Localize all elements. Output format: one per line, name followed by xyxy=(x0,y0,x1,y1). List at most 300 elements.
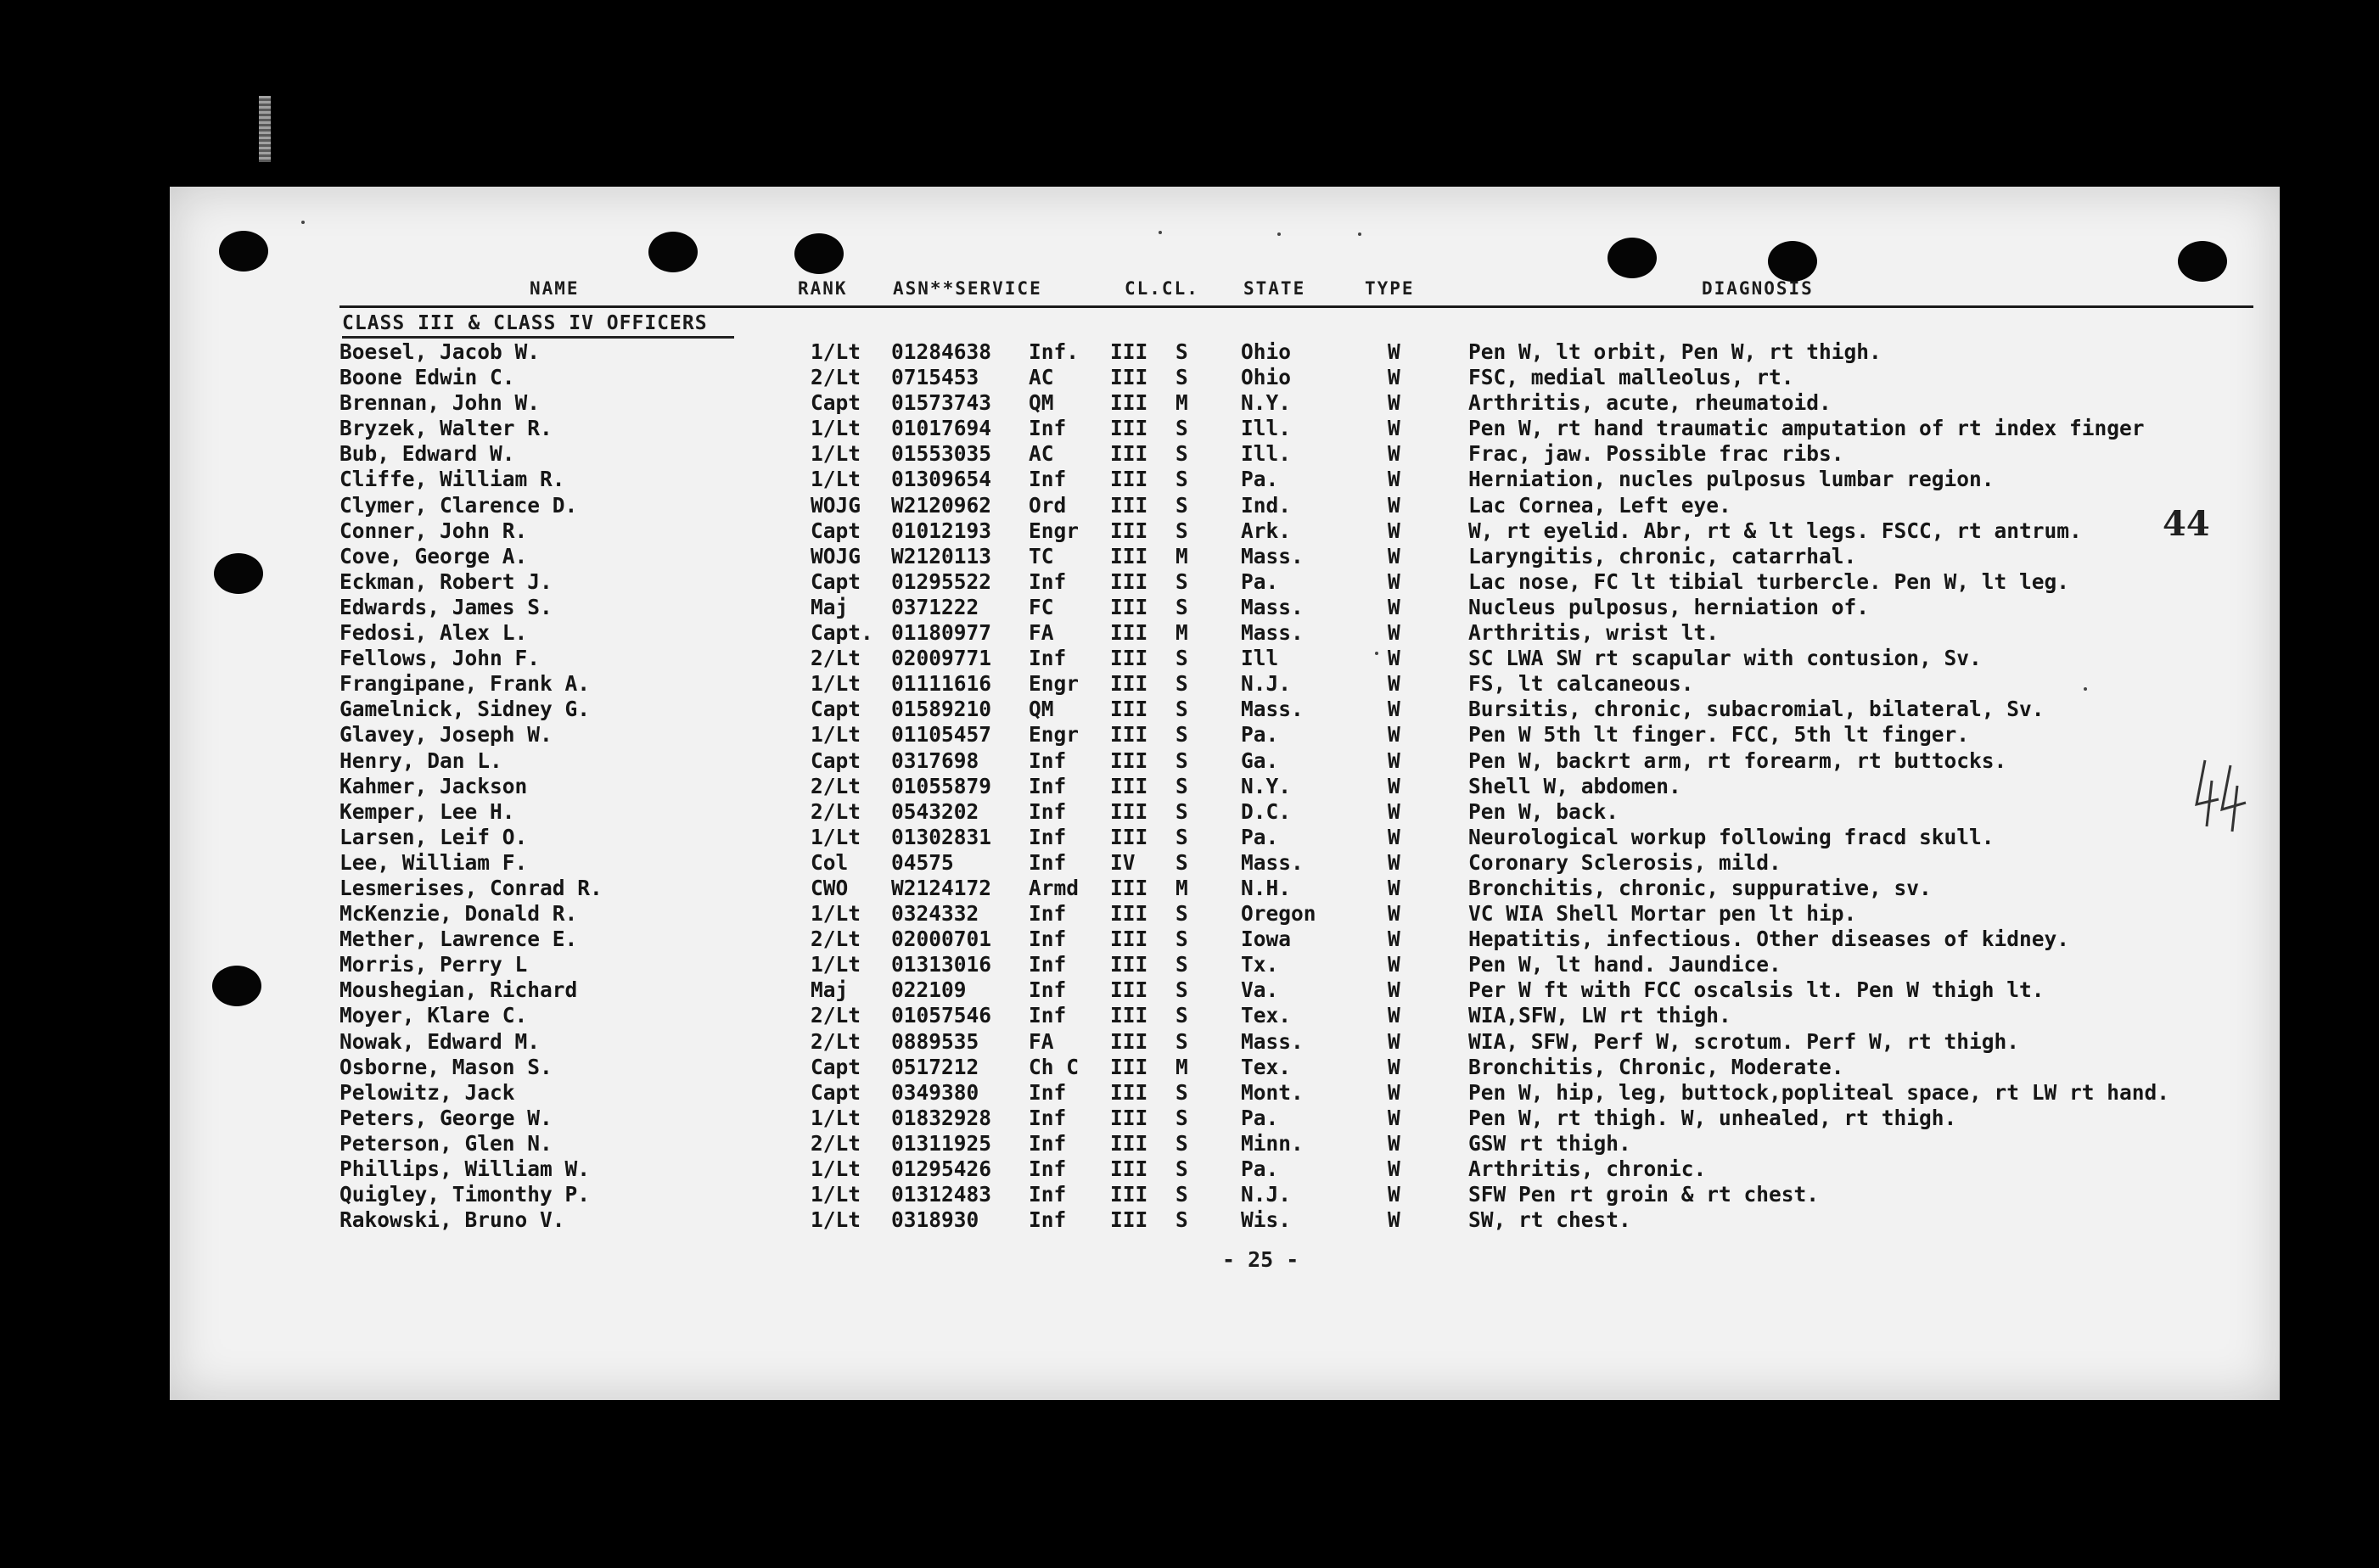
officer-type: W xyxy=(1388,1054,1400,1079)
officer-asn: 0889535 xyxy=(891,1028,979,1054)
officer-class: III xyxy=(1110,390,1148,416)
officer-name: Phillips, William W. xyxy=(339,1156,591,1181)
officer-name: Henry, Dan L. xyxy=(339,748,502,773)
table-row xyxy=(170,774,2280,799)
officer-table xyxy=(170,339,2280,1233)
officer-asn: W2120962 xyxy=(891,492,992,518)
officer-rank: 1/Lt xyxy=(811,1182,861,1207)
officer-name: Gamelnick, Sidney G. xyxy=(339,697,591,722)
officer-class: III xyxy=(1110,927,1148,952)
table-row xyxy=(170,671,2280,697)
officer-class-code: S xyxy=(1175,952,1188,977)
officer-diagnosis: Bronchitis, Chronic, Moderate. xyxy=(1468,1054,1844,1079)
officer-rank: Capt xyxy=(811,748,861,773)
officer-state: Mont. xyxy=(1241,1079,1304,1105)
officer-type: W xyxy=(1388,441,1400,467)
officer-diagnosis: Herniation, nucles pulposus lumbar region. xyxy=(1468,467,1995,492)
officer-service: Engr xyxy=(1029,722,1080,748)
punch-hole xyxy=(1768,241,1817,282)
table-row xyxy=(170,441,2280,467)
officer-class: III xyxy=(1110,339,1148,364)
officer-state: Wis. xyxy=(1241,1207,1292,1233)
officer-class: III xyxy=(1110,441,1148,467)
officer-name: Rakowski, Bruno V. xyxy=(339,1207,565,1233)
table-row xyxy=(170,646,2280,671)
table-row xyxy=(170,595,2280,620)
officer-diagnosis: Nucleus pulposus, herniation of. xyxy=(1468,594,1870,619)
officer-state: Pa. xyxy=(1241,1156,1279,1181)
officer-class-code: S xyxy=(1175,927,1188,952)
officer-service: TC xyxy=(1029,543,1054,568)
officer-type: W xyxy=(1388,748,1400,773)
officer-class-code: M xyxy=(1175,543,1188,568)
officer-class-code: S xyxy=(1175,492,1188,518)
officer-service: Inf xyxy=(1029,1003,1067,1028)
officer-state: Tex. xyxy=(1241,1054,1292,1079)
officer-type: W xyxy=(1388,1105,1400,1130)
document-sheet xyxy=(170,187,2280,1400)
officer-diagnosis: VC WIA Shell Mortar pen lt hip. xyxy=(1468,901,1857,927)
officer-state: Ill xyxy=(1241,646,1279,671)
officer-service: FA xyxy=(1029,620,1054,646)
officer-class: III xyxy=(1110,1054,1148,1079)
officer-class-code: S xyxy=(1175,849,1188,875)
officer-rank: 1/Lt xyxy=(811,952,861,977)
officer-state: Mass. xyxy=(1241,594,1304,619)
officer-class: III xyxy=(1110,901,1148,927)
officer-rank: 2/Lt xyxy=(811,773,861,798)
officer-rank: Capt xyxy=(811,1054,861,1079)
officer-service: Inf xyxy=(1029,646,1067,671)
officer-name: Mether, Lawrence E. xyxy=(339,927,578,952)
officer-class-code: S xyxy=(1175,441,1188,467)
officer-rank: 2/Lt xyxy=(811,646,861,671)
officer-asn: 01312483 xyxy=(891,1182,992,1207)
officer-diagnosis: Neurological workup following fracd skull. xyxy=(1468,824,1995,849)
officer-type: W xyxy=(1388,568,1400,594)
officer-asn: 01302831 xyxy=(891,824,992,849)
officer-type: W xyxy=(1388,1003,1400,1028)
officer-name: Clymer, Clarence D. xyxy=(339,492,578,518)
officer-class-code: S xyxy=(1175,1156,1188,1181)
table-row xyxy=(170,952,2280,977)
officer-state: Va. xyxy=(1241,977,1279,1003)
officer-service: QM xyxy=(1029,697,1054,722)
officer-class: III xyxy=(1110,824,1148,849)
officer-asn: 02000701 xyxy=(891,927,992,952)
officer-class-code: S xyxy=(1175,416,1188,441)
header-asn-service: ASN**SERVICE xyxy=(893,278,1042,299)
officer-diagnosis: FS, lt calcaneous. xyxy=(1468,671,1694,697)
officer-state: Ill. xyxy=(1241,441,1292,467)
officer-service: Inf xyxy=(1029,952,1067,977)
officer-type: W xyxy=(1388,594,1400,619)
officer-state: Pa. xyxy=(1241,568,1279,594)
officer-name: Glavey, Joseph W. xyxy=(339,722,553,748)
officer-diagnosis: SW, rt chest. xyxy=(1468,1207,1631,1233)
officer-name: Brennan, John W. xyxy=(339,390,541,416)
table-row xyxy=(170,1080,2280,1106)
officer-class-code: S xyxy=(1175,671,1188,697)
officer-class-code: M xyxy=(1175,620,1188,646)
officer-diagnosis: WIA,SFW, LW rt thigh. xyxy=(1468,1003,1731,1028)
table-row xyxy=(170,977,2280,1003)
officer-service: Inf xyxy=(1029,977,1067,1003)
officer-name: Lee, William F. xyxy=(339,849,528,875)
table-row xyxy=(170,544,2280,569)
officer-service: Inf xyxy=(1029,901,1067,927)
officer-rank: 2/Lt xyxy=(811,1028,861,1054)
officer-asn: 01309654 xyxy=(891,467,992,492)
officer-class-code: S xyxy=(1175,748,1188,773)
officer-diagnosis: Pen W, hip, leg, buttock,popliteal space, rt LW rt hand. xyxy=(1468,1079,2170,1105)
officer-asn: 0715453 xyxy=(891,365,979,390)
officer-class-code: S xyxy=(1175,1105,1188,1130)
officer-state: Mass. xyxy=(1241,543,1304,568)
officer-rank: 1/Lt xyxy=(811,824,861,849)
officer-type: W xyxy=(1388,365,1400,390)
officer-asn: 0371222 xyxy=(891,594,979,619)
officer-class-code: S xyxy=(1175,1003,1188,1028)
officer-asn: 01295522 xyxy=(891,568,992,594)
officer-rank: 1/Lt xyxy=(811,722,861,748)
officer-diagnosis: Pen W 5th lt finger. FCC, 5th lt finger. xyxy=(1468,722,1970,748)
officer-service: QM xyxy=(1029,390,1054,416)
officer-diagnosis: Laryngitis, chronic, catarrhal. xyxy=(1468,543,1857,568)
table-row xyxy=(170,518,2280,544)
officer-rank: 2/Lt xyxy=(811,798,861,824)
table-row xyxy=(170,876,2280,901)
officer-class-code: S xyxy=(1175,568,1188,594)
officer-class: IV xyxy=(1110,849,1136,875)
header-diagnosis: DIAGNOSIS xyxy=(1702,278,1814,299)
officer-class: III xyxy=(1110,1207,1148,1233)
punch-hole xyxy=(2178,241,2227,282)
officer-class-code: S xyxy=(1175,697,1188,722)
table-row xyxy=(170,697,2280,722)
officer-class: III xyxy=(1110,1003,1148,1028)
officer-state: N.Y. xyxy=(1241,773,1292,798)
officer-state: Mass. xyxy=(1241,620,1304,646)
officer-type: W xyxy=(1388,952,1400,977)
officer-rank: 1/Lt xyxy=(811,1105,861,1130)
officer-asn: 0543202 xyxy=(891,798,979,824)
officer-service: Inf xyxy=(1029,416,1067,441)
officer-class-code: S xyxy=(1175,773,1188,798)
officer-rank: 1/Lt xyxy=(811,467,861,492)
officer-asn: 0317698 xyxy=(891,748,979,773)
officer-asn: 01017694 xyxy=(891,416,992,441)
officer-type: W xyxy=(1388,492,1400,518)
table-row xyxy=(170,467,2280,492)
officer-type: W xyxy=(1388,875,1400,900)
officer-rank: Capt xyxy=(811,390,861,416)
officer-service: Inf xyxy=(1029,1130,1067,1156)
officer-state: Pa. xyxy=(1241,1105,1279,1130)
officer-class: III xyxy=(1110,952,1148,977)
officer-diagnosis: Lac nose, FC lt tibial turbercle. Pen W, lt leg. xyxy=(1468,568,2070,594)
officer-diagnosis: Pen W, rt hand traumatic amputation of rt index finger xyxy=(1468,416,2145,441)
table-row xyxy=(170,339,2280,365)
officer-asn: 01832928 xyxy=(891,1105,992,1130)
officer-state: Pa. xyxy=(1241,467,1279,492)
officer-rank: 1/Lt xyxy=(811,1156,861,1181)
officer-asn: W2124172 xyxy=(891,875,992,900)
officer-name: Morris, Perry L xyxy=(339,952,528,977)
table-row xyxy=(170,390,2280,416)
officer-service: FA xyxy=(1029,1028,1054,1054)
header-rank: RANK xyxy=(798,278,848,299)
officer-type: W xyxy=(1388,543,1400,568)
table-row xyxy=(170,901,2280,927)
officer-name: Lesmerises, Conrad R. xyxy=(339,875,603,900)
officer-class-code: S xyxy=(1175,1079,1188,1105)
officer-class-code: S xyxy=(1175,798,1188,824)
officer-rank: Capt. xyxy=(811,620,873,646)
officer-class: III xyxy=(1110,646,1148,671)
officer-service: Armd xyxy=(1029,875,1080,900)
officer-rank: 2/Lt xyxy=(811,365,861,390)
officer-service: Inf. xyxy=(1029,339,1080,364)
officer-state: N.Y. xyxy=(1241,390,1292,416)
officer-service: Inf xyxy=(1029,1105,1067,1130)
officer-rank: 1/Lt xyxy=(811,416,861,441)
officer-name: Edwards, James S. xyxy=(339,594,553,619)
officer-name: Kahmer, Jackson xyxy=(339,773,528,798)
officer-class-code: S xyxy=(1175,1182,1188,1207)
officer-rank: Capt xyxy=(811,518,861,543)
officer-rank: Capt xyxy=(811,697,861,722)
officer-class: III xyxy=(1110,1028,1148,1054)
officer-asn: 01573743 xyxy=(891,390,992,416)
officer-name: Boesel, Jacob W. xyxy=(339,339,541,364)
officer-asn: 01180977 xyxy=(891,620,992,646)
officer-diagnosis: Coronary Sclerosis, mild. xyxy=(1468,849,1781,875)
officer-state: Ark. xyxy=(1241,518,1292,543)
officer-name: Fedosi, Alex L. xyxy=(339,620,528,646)
table-row xyxy=(170,722,2280,748)
officer-service: Inf xyxy=(1029,1079,1067,1105)
officer-type: W xyxy=(1388,518,1400,543)
officer-type: W xyxy=(1388,849,1400,875)
paper-speck xyxy=(1277,232,1281,236)
officer-rank: 2/Lt xyxy=(811,927,861,952)
officer-asn: 01284638 xyxy=(891,339,992,364)
table-row xyxy=(170,620,2280,646)
table-row xyxy=(170,748,2280,774)
officer-name: Peters, George W. xyxy=(339,1105,553,1130)
officer-rank: Col xyxy=(811,849,849,875)
officer-name: Osborne, Mason S. xyxy=(339,1054,553,1079)
table-row xyxy=(170,927,2280,952)
officer-class: III xyxy=(1110,722,1148,748)
paper-speck xyxy=(301,221,305,224)
officer-service: Inf xyxy=(1029,1156,1067,1181)
punch-hole xyxy=(1608,238,1657,278)
officer-type: W xyxy=(1388,646,1400,671)
officer-name: Kemper, Lee H. xyxy=(339,798,515,824)
officer-rank: 2/Lt xyxy=(811,1003,861,1028)
table-row xyxy=(170,1055,2280,1080)
page-number-stamp: 44 xyxy=(2163,504,2210,544)
officer-class: III xyxy=(1110,875,1148,900)
officer-state: N.H. xyxy=(1241,875,1292,900)
officer-rank: WOJG xyxy=(811,543,861,568)
officer-asn: 01012193 xyxy=(891,518,992,543)
officer-diagnosis: Hepatitis, infectious. Other diseases of kidney. xyxy=(1468,927,2070,952)
officer-asn: 0324332 xyxy=(891,901,979,927)
officer-class: III xyxy=(1110,620,1148,646)
table-row xyxy=(170,850,2280,876)
officer-name: Moushegian, Richard xyxy=(339,977,578,1003)
officer-class-code: S xyxy=(1175,339,1188,364)
officer-diagnosis: Per W ft with FCC oscalsis lt. Pen W thigh lt. xyxy=(1468,977,2045,1003)
officer-asn: 01105457 xyxy=(891,722,992,748)
officer-class: III xyxy=(1110,798,1148,824)
officer-state: Mass. xyxy=(1241,697,1304,722)
officer-type: W xyxy=(1388,722,1400,748)
officer-type: W xyxy=(1388,416,1400,441)
officer-service: Inf xyxy=(1029,568,1067,594)
officer-type: W xyxy=(1388,339,1400,364)
officer-name: Fellows, John F. xyxy=(339,646,541,671)
officer-class-code: M xyxy=(1175,875,1188,900)
handwritten-page-mark xyxy=(2193,757,2253,833)
officer-type: W xyxy=(1388,927,1400,952)
officer-state: N.J. xyxy=(1241,1182,1292,1207)
officer-type: W xyxy=(1388,620,1400,646)
officer-class-code: S xyxy=(1175,518,1188,543)
officer-name: Conner, John R. xyxy=(339,518,528,543)
officer-state: Pa. xyxy=(1241,722,1279,748)
officer-asn: 01313016 xyxy=(891,952,992,977)
officer-service: Engr xyxy=(1029,518,1080,543)
officer-asn: 01311925 xyxy=(891,1130,992,1156)
officer-service: Ord xyxy=(1029,492,1067,518)
officer-service: Inf xyxy=(1029,849,1067,875)
officer-service: Engr xyxy=(1029,671,1080,697)
officer-class: III xyxy=(1110,594,1148,619)
officer-state: Mass. xyxy=(1241,1028,1304,1054)
officer-service: Inf xyxy=(1029,773,1067,798)
group-title: CLASS III & CLASS IV OFFICERS xyxy=(342,312,734,339)
officer-service: Ch C xyxy=(1029,1054,1080,1079)
table-row xyxy=(170,825,2280,850)
officer-class: III xyxy=(1110,1182,1148,1207)
officer-name: Bryzek, Walter R. xyxy=(339,416,553,441)
officer-class: III xyxy=(1110,467,1148,492)
officer-class: III xyxy=(1110,492,1148,518)
officer-diagnosis: Pen W, backrt arm, rt forearm, rt buttocks. xyxy=(1468,748,2007,773)
punch-hole xyxy=(648,232,698,272)
officer-service: Inf xyxy=(1029,927,1067,952)
officer-rank: Capt xyxy=(811,568,861,594)
officer-name: Cliffe, William R. xyxy=(339,467,565,492)
officer-name: Eckman, Robert J. xyxy=(339,568,553,594)
officer-service: AC xyxy=(1029,365,1054,390)
officer-type: W xyxy=(1388,798,1400,824)
table-row xyxy=(170,1029,2280,1055)
officer-diagnosis: Pen W, lt orbit, Pen W, rt thigh. xyxy=(1468,339,1882,364)
officer-service: Inf xyxy=(1029,824,1067,849)
officer-rank: 1/Lt xyxy=(811,339,861,364)
officer-asn: 01055879 xyxy=(891,773,992,798)
officer-name: Pelowitz, Jack xyxy=(339,1079,515,1105)
officer-rank: Maj xyxy=(811,594,849,619)
officer-class-code: S xyxy=(1175,722,1188,748)
officer-type: W xyxy=(1388,1130,1400,1156)
officer-state: Ohio xyxy=(1241,365,1292,390)
header-state: STATE xyxy=(1243,278,1306,299)
officer-type: W xyxy=(1388,1156,1400,1181)
officer-state: D.C. xyxy=(1241,798,1292,824)
officer-type: W xyxy=(1388,671,1400,697)
officer-service: Inf xyxy=(1029,1182,1067,1207)
officer-state: Pa. xyxy=(1241,824,1279,849)
officer-diagnosis: SC LWA SW rt scapular with contusion, Sv. xyxy=(1468,646,1982,671)
scan-artifact xyxy=(259,96,271,162)
officer-rank: 1/Lt xyxy=(811,671,861,697)
officer-diagnosis: W, rt eyelid. Abr, rt & lt legs. FSCC, rt antrum. xyxy=(1468,518,2082,543)
officer-class-code: S xyxy=(1175,365,1188,390)
officer-state: Ohio xyxy=(1241,339,1292,364)
officer-diagnosis: Pen W, lt hand. Jaundice. xyxy=(1468,952,1781,977)
officer-state: N.J. xyxy=(1241,671,1292,697)
officer-asn: 0517212 xyxy=(891,1054,979,1079)
table-row xyxy=(170,493,2280,518)
officer-class: III xyxy=(1110,543,1148,568)
officer-type: W xyxy=(1388,1207,1400,1233)
officer-class: III xyxy=(1110,697,1148,722)
officer-asn: 01589210 xyxy=(891,697,992,722)
officer-service: AC xyxy=(1029,441,1054,467)
officer-diagnosis: Bursitis, chronic, subacromial, bilateral, Sv. xyxy=(1468,697,2045,722)
officer-diagnosis: Bronchitis, chronic, suppurative, sv. xyxy=(1468,875,1932,900)
officer-state: Tx. xyxy=(1241,952,1279,977)
header-name: NAME xyxy=(530,278,580,299)
officer-diagnosis: GSW rt thigh. xyxy=(1468,1130,1631,1156)
officer-class: III xyxy=(1110,416,1148,441)
table-row xyxy=(170,1182,2280,1207)
page-footer: - 25 - xyxy=(1222,1247,1299,1272)
officer-asn: 04575 xyxy=(891,849,954,875)
officer-asn: 01111616 xyxy=(891,671,992,697)
officer-type: W xyxy=(1388,467,1400,492)
officer-rank: WOJG xyxy=(811,492,861,518)
punch-hole xyxy=(219,231,268,272)
officer-rank: Maj xyxy=(811,977,849,1003)
officer-asn: 0318930 xyxy=(891,1207,979,1233)
table-row xyxy=(170,1131,2280,1156)
officer-service: Inf xyxy=(1029,1207,1067,1233)
officer-state: Ind. xyxy=(1241,492,1292,518)
table-row xyxy=(170,1207,2280,1233)
officer-type: W xyxy=(1388,1028,1400,1054)
officer-class-code: S xyxy=(1175,1028,1188,1054)
paper-speck xyxy=(1159,231,1162,234)
officer-asn: 022109 xyxy=(891,977,967,1003)
punch-hole xyxy=(794,233,844,274)
officer-type: W xyxy=(1388,697,1400,722)
officer-class-code: S xyxy=(1175,1207,1188,1233)
officer-rank: 2/Lt xyxy=(811,1130,861,1156)
officer-state: Ga. xyxy=(1241,748,1279,773)
officer-class: III xyxy=(1110,1156,1148,1181)
table-row xyxy=(170,416,2280,441)
officer-name: Quigley, Timonthy P. xyxy=(339,1182,591,1207)
table-row xyxy=(170,1003,2280,1028)
officer-diagnosis: Arthritis, wrist lt. xyxy=(1468,620,1720,646)
